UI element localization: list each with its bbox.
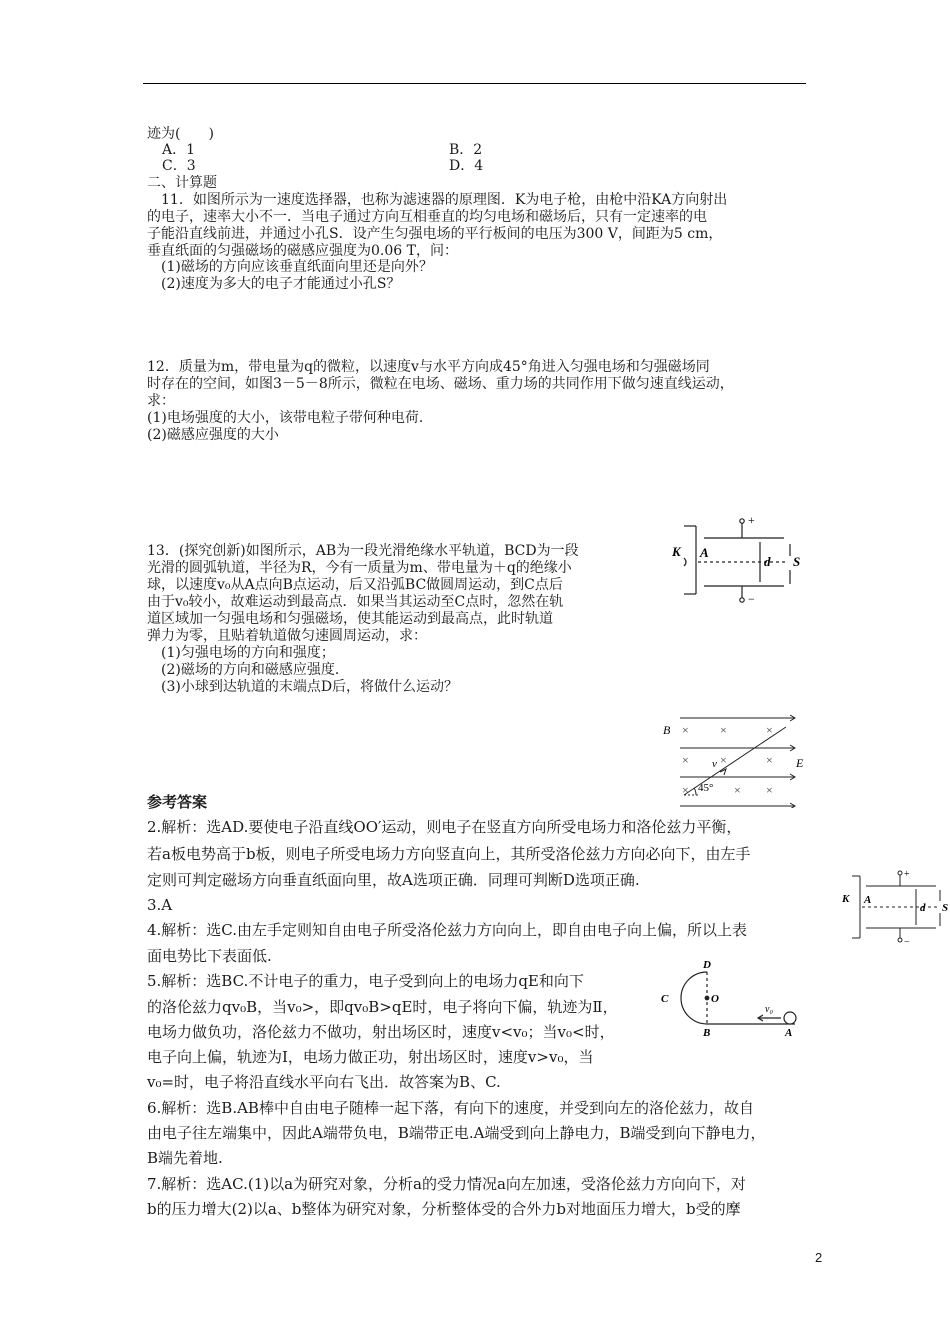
svg-text:×: × <box>682 783 689 797</box>
q13-line: (2)磁场的方向和磁感应强度． <box>147 662 349 678</box>
q10-option-b: B．2 <box>449 142 483 158</box>
answer-line: v₀=时，电子将沿直线水平向右飞出．故答案为B、C. <box>147 1073 501 1091</box>
q10-option-a: A．1 <box>162 142 196 158</box>
b-label: B <box>703 1027 711 1038</box>
answer-line: 7.解析：选AC.(1)以a为研究对象，分析a的受力情况a向左加速，受洛伦兹力方向向下，对 <box>147 1175 746 1193</box>
svg-text:×: × <box>734 783 741 797</box>
answer-line: 6.解析：选B.AB棒中自由电子随棒一起下落，有向下的速度，并受到向左的洛伦兹力，故自 <box>147 1099 754 1117</box>
q13-line: 道区域加一匀强电场和匀强磁场，使其能运动到最高点，此时轨道 <box>147 611 553 627</box>
circular-track-figure <box>655 958 805 1038</box>
header-rule <box>143 83 806 84</box>
answer-line: 3.A <box>147 896 173 914</box>
q13-line: (1)匀强电场的方向和强度； <box>147 645 335 661</box>
q13-line: 球，以速度v₀从A点向B点运动，后又沿弧BC做圆周运动，到C点后 <box>147 577 563 593</box>
answer-line: b的压力增大(2)以a、b整体为研究对象，分析整体受的合外力b对地面压力增大，b受的摩 <box>147 1200 741 1218</box>
q11-line: 子能沿直线前进，并通过小孔S．设产生匀强电场的平行板间的电压为300 V，间距为5 cm， <box>147 226 723 242</box>
answers-title: 参考答案 <box>147 793 208 811</box>
plus-label: + <box>748 514 755 527</box>
q13-line: 由于v₀较小，故难运动到最高点．如果当其运动至C点时，忽然在轨 <box>147 594 564 610</box>
a-label: A <box>785 1027 793 1038</box>
q10-option-c: C．3 <box>162 158 196 174</box>
s-label: S <box>793 554 801 569</box>
q12-line: 时存在的空间，如图3－5－8所示，微粒在电场、磁场、重力场的共同作用下做匀速直线运动， <box>147 376 734 392</box>
d-label: d <box>764 554 771 569</box>
d-label: d <box>920 902 926 914</box>
velocity-selector-figure <box>664 514 814 606</box>
o-label: O <box>711 993 719 1005</box>
b-label: B <box>663 723 671 737</box>
q11-line: 垂直纸面的匀强磁场的磁感应强度为0.06 T，问： <box>147 243 458 259</box>
v-label: v <box>712 758 717 770</box>
q13-line: 光滑的圆弧轨道，半径为R，今有一质量为m、带电量为＋q的绝缘小 <box>147 560 572 576</box>
q11-line: (2)速度为多大的电子才能通过小孔S？ <box>147 276 401 292</box>
k-label: K <box>842 893 850 905</box>
q10-tail: 迹为( ) <box>147 126 214 142</box>
q13-line: 13．(探究创新)如图所示，AB为一段光滑绝缘水平轨道，BCD为一段 <box>147 543 579 559</box>
q12-line: 求： <box>147 393 175 409</box>
svg-text:×: × <box>720 753 727 767</box>
q10-option-d: D．4 <box>449 158 484 174</box>
c-label: C <box>661 993 669 1005</box>
v0-label: v₀ <box>765 1004 773 1015</box>
answer-line: B端先着地. <box>147 1149 223 1167</box>
answer-line: 的洛伦兹力qv₀B，当v₀>，即qv₀B>qE时，电子将向下偏，轨迹为Ⅱ， <box>147 998 618 1016</box>
q11-line: 11．如图所示为一速度选择器，也称为滤速器的原理图．K为电子枪，由枪中沿KA方向射出 <box>147 192 728 208</box>
svg-text:×: × <box>720 723 727 737</box>
q12-line: (2)磁感应强度的大小 <box>147 427 279 443</box>
answer-line: 面电势比下表面低. <box>147 947 272 965</box>
angle-label: 45° <box>698 782 714 794</box>
velocity-selector-small-figure <box>840 868 950 948</box>
plus-label: + <box>904 869 910 880</box>
a-label: A <box>864 894 872 906</box>
crossed-field-figure <box>660 713 810 808</box>
answer-line: 定则可判定磁场方向垂直纸面向里，故A选项正确．同理可判断D选项正确. <box>147 871 640 889</box>
minus-label: − <box>748 592 755 606</box>
answer-line: 电子向上偏，轨迹为Ⅰ，电场力做正功，射出场区时，速度v>v₀，当 <box>147 1048 594 1066</box>
answer-line: 由电子往左端集中，因此A端带负电，B端带正电.A端受到向上静电力，B端受到向下静电力， <box>147 1124 766 1142</box>
q13-line: 弹力为零，且贴着轨道做匀速圆周运动，求： <box>147 628 427 644</box>
e-label: E <box>796 756 804 770</box>
s-label: S <box>942 902 949 914</box>
svg-text:×: × <box>682 753 689 767</box>
page-number: 2 <box>815 1250 823 1265</box>
answer-line: 电场力做负功，洛伦兹力不做功，射出场区时，速度v<v₀；当v₀<时， <box>147 1023 615 1041</box>
section-title: 二、计算题 <box>147 175 217 191</box>
q12-line: (1)电场强度的大小，该带电粒子带何种电荷． <box>147 410 433 426</box>
a-label: A <box>700 545 709 560</box>
d-label: D <box>703 959 711 971</box>
svg-text:×: × <box>766 753 773 767</box>
q13-line: (3)小球到达轨道的末端点D后，将做什么运动？ <box>147 679 459 695</box>
k-label: K <box>672 544 681 559</box>
q12-line: 12．质量为m，带电量为q的微粒，以速度v与水平方向成45°角进入匀强电场和匀强磁场同 <box>147 359 710 375</box>
svg-text:×: × <box>766 723 773 737</box>
answer-line: 若a板电势高于b板，则电子所受电场力方向竖直向上，其所受洛伦兹力方向必向下，由左手 <box>147 845 751 863</box>
answer-line: 2.解析：选AD.要使电子沿直线OO′运动，则电子在竖直方向所受电场力和洛伦兹力平衡， <box>147 818 742 836</box>
svg-text:×: × <box>766 783 773 797</box>
svg-text:×: × <box>682 723 689 737</box>
minus-label: − <box>904 937 910 948</box>
answer-line: 5.解析：选BC.不计电子的重力，电子受到向上的电场力qE和向下 <box>147 972 584 990</box>
q11-line: (1)磁场的方向应该垂直纸面向里还是向外？ <box>147 259 433 275</box>
q11-line: 的电子，速率大小不一．当电子通过方向互相垂直的均匀电场和磁场后，只有一定速率的电 <box>147 209 707 225</box>
answer-line: 4.解析：选C.由左手定则知自由电子所受洛伦兹力方向向上，即自由电子向上偏，所以上表 <box>147 921 748 939</box>
